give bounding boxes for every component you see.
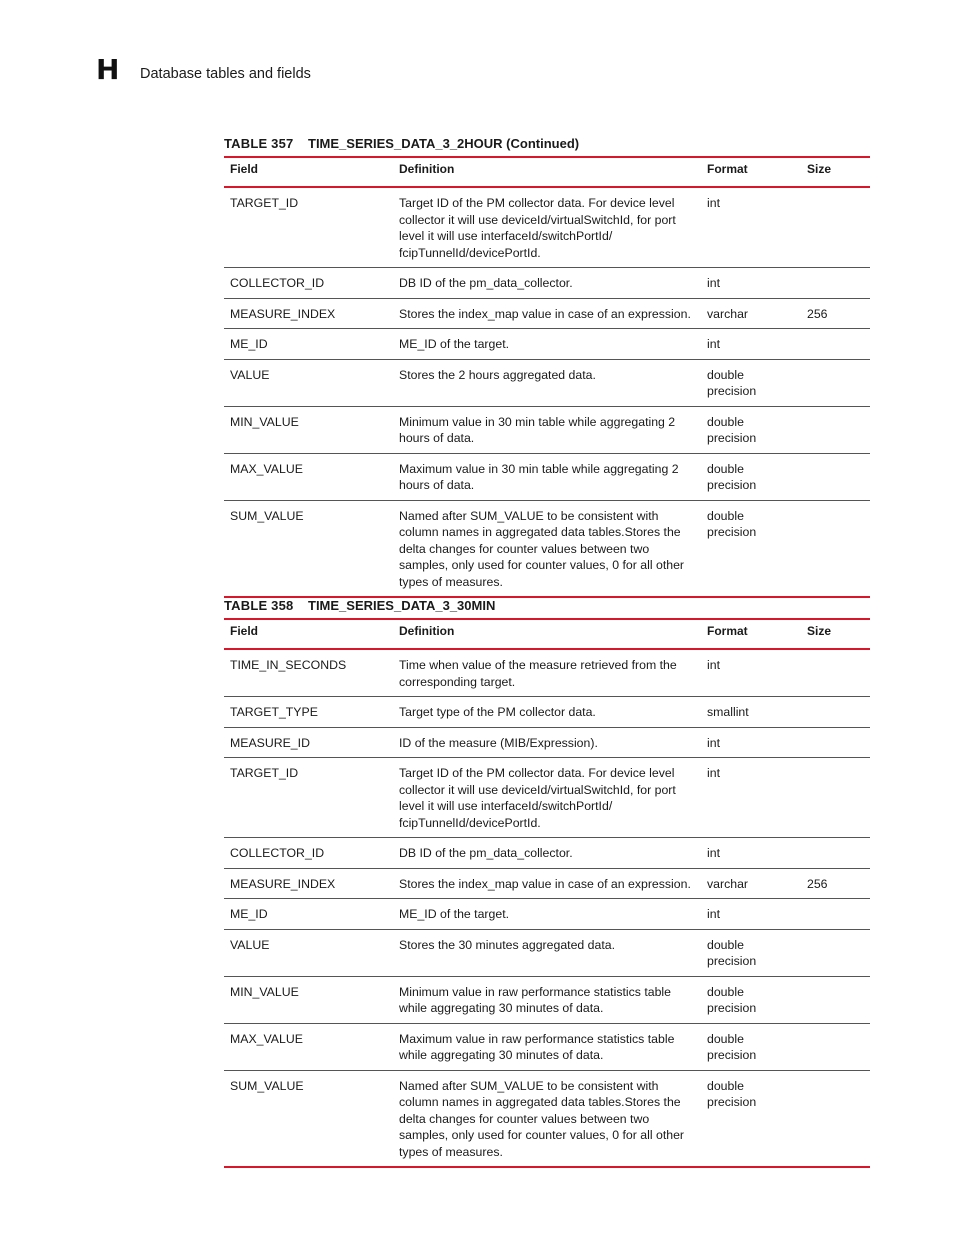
- field-cell: MIN_VALUE: [224, 406, 393, 453]
- field-cell: MAX_VALUE: [224, 453, 393, 500]
- table-row: [224, 1070, 870, 1167]
- table-row: [224, 929, 870, 976]
- field-cell: MIN_VALUE: [224, 976, 393, 1023]
- size-cell: [801, 406, 870, 453]
- table-body: [224, 187, 870, 597]
- format-cell: int: [701, 758, 801, 838]
- size-cell: [801, 697, 870, 728]
- size-cell: [801, 187, 870, 268]
- format-cell: double precision: [701, 406, 801, 453]
- definition-cell: Target ID of the PM collector data. For device level collector it will use deviceId/virtualSwitchId, for port level it will use interfaceId/switchPortId/ fcipTunnelId/devicePortId.: [393, 187, 701, 268]
- table-row: [224, 1023, 870, 1070]
- size-cell: [801, 899, 870, 930]
- field-cell: TIME_IN_SECONDS: [224, 649, 393, 697]
- format-cell: double precision: [701, 1023, 801, 1070]
- format-cell: varchar: [701, 868, 801, 899]
- definition-cell: Target type of the PM collector data.: [393, 697, 701, 728]
- format-cell: varchar: [701, 298, 801, 329]
- definition-cell: Stores the 2 hours aggregated data.: [393, 359, 701, 406]
- table-row: [224, 187, 870, 268]
- size-cell: [801, 976, 870, 1023]
- table-row: [224, 329, 870, 360]
- table-358-block: [224, 598, 870, 1168]
- size-cell: [801, 929, 870, 976]
- size-cell: [801, 838, 870, 869]
- field-cell: VALUE: [224, 929, 393, 976]
- format-cell: double precision: [701, 929, 801, 976]
- field-cell: MEASURE_ID: [224, 727, 393, 758]
- table-row: [224, 697, 870, 728]
- column-header-size: Size: [807, 162, 832, 176]
- table-row: [224, 406, 870, 453]
- format-cell: double precision: [701, 453, 801, 500]
- column-header-definition: Definition: [399, 624, 455, 638]
- field-cell: ME_ID: [224, 329, 393, 360]
- definition-cell: Stores the index_map value in case of an expression.: [393, 298, 701, 329]
- field-cell: COLLECTOR_ID: [224, 838, 393, 869]
- column-header-size: Size: [807, 624, 832, 638]
- format-cell: int: [701, 268, 801, 299]
- size-cell: [801, 329, 870, 360]
- column-header-format: Format: [707, 162, 748, 176]
- column-header-definition: Definition: [399, 162, 455, 176]
- field-cell: TARGET_ID: [224, 187, 393, 268]
- table-number: TABLE 357: [224, 136, 294, 151]
- definition-cell: DB ID of the pm_data_collector.: [393, 838, 701, 869]
- field-cell: TARGET_TYPE: [224, 697, 393, 728]
- chapter-letter: H: [96, 53, 120, 86]
- table-row: [224, 649, 870, 697]
- table-row: [224, 758, 870, 838]
- table-row: [224, 838, 870, 869]
- field-cell: ME_ID: [224, 899, 393, 930]
- definition-cell: ID of the measure (MIB/Expression).: [393, 727, 701, 758]
- table-row: [224, 727, 870, 758]
- size-cell: [801, 758, 870, 838]
- definition-cell: ME_ID of the target.: [393, 899, 701, 930]
- table-row: [224, 268, 870, 299]
- size-cell: [801, 453, 870, 500]
- table-row: [224, 500, 870, 597]
- format-cell: double precision: [701, 1070, 801, 1167]
- column-header-format: Format: [707, 624, 748, 638]
- size-cell: [801, 1070, 870, 1167]
- field-cell: SUM_VALUE: [224, 1070, 393, 1167]
- field-cell: COLLECTOR_ID: [224, 268, 393, 299]
- definition-cell: Minimum value in raw performance statistics table while aggregating 30 minutes of data.: [393, 976, 701, 1023]
- table-row: [224, 976, 870, 1023]
- definition-cell: Time when value of the measure retrieved from the corresponding target.: [393, 649, 701, 697]
- table-row: [224, 298, 870, 329]
- table-caption: [224, 136, 870, 152]
- field-cell: TARGET_ID: [224, 758, 393, 838]
- size-cell: [801, 727, 870, 758]
- format-cell: double precision: [701, 359, 801, 406]
- format-cell: int: [701, 899, 801, 930]
- format-cell: int: [701, 838, 801, 869]
- definition-cell: Named after SUM_VALUE to be consistent with column names in aggregated data tables.Stores the delta changes for counter values between two samples, only used for counter values, 0 for all other types of measures.: [393, 1070, 701, 1167]
- format-cell: int: [701, 727, 801, 758]
- table-number: TABLE 358: [224, 598, 294, 613]
- format-cell: double precision: [701, 976, 801, 1023]
- definition-cell: ME_ID of the target.: [393, 329, 701, 360]
- column-header-field: Field: [230, 162, 259, 176]
- table-row: [224, 453, 870, 500]
- size-cell: [801, 359, 870, 406]
- size-cell: 256: [801, 868, 870, 899]
- table-header-row: [224, 619, 870, 649]
- definition-cell: DB ID of the pm_data_collector.: [393, 268, 701, 299]
- running-header-title: Database tables and fields: [140, 66, 311, 82]
- field-cell: VALUE: [224, 359, 393, 406]
- format-cell: int: [701, 187, 801, 268]
- table-title: TIME_SERIES_DATA_3_2HOUR (Continued): [308, 136, 580, 151]
- definition-cell: Stores the 30 minutes aggregated data.: [393, 929, 701, 976]
- size-cell: [801, 649, 870, 697]
- table-row: [224, 359, 870, 406]
- table-row: [224, 899, 870, 930]
- table-357: [224, 156, 870, 598]
- table-358: [224, 618, 870, 1168]
- format-cell: int: [701, 329, 801, 360]
- definition-cell: Maximum value in 30 min table while aggregating 2 hours of data.: [393, 453, 701, 500]
- field-cell: MEASURE_INDEX: [224, 868, 393, 899]
- format-cell: int: [701, 649, 801, 697]
- table-body: [224, 649, 870, 1167]
- table-row: [224, 868, 870, 899]
- format-cell: smallint: [701, 697, 801, 728]
- definition-cell: Minimum value in 30 min table while aggregating 2 hours of data.: [393, 406, 701, 453]
- definition-cell: Maximum value in raw performance statistics table while aggregating 30 minutes of data.: [393, 1023, 701, 1070]
- field-cell: MEASURE_INDEX: [224, 298, 393, 329]
- field-cell: SUM_VALUE: [224, 500, 393, 597]
- table-title: TIME_SERIES_DATA_3_30MIN: [308, 598, 496, 613]
- size-cell: [801, 268, 870, 299]
- size-cell: [801, 1023, 870, 1070]
- format-cell: double precision: [701, 500, 801, 597]
- size-cell: [801, 500, 870, 597]
- table-357-block: [224, 136, 870, 598]
- definition-cell: Target ID of the PM collector data. For device level collector it will use deviceId/virtualSwitchId, for port level it will use interfaceId/switchPortId/ fcipTunnelId/devicePortId.: [393, 758, 701, 838]
- table-header-row: [224, 157, 870, 187]
- field-cell: MAX_VALUE: [224, 1023, 393, 1070]
- definition-cell: Named after SUM_VALUE to be consistent with column names in aggregated data tables.Stores the delta changes for counter values between two samples, only used for counter values, 0 for all other types of measures.: [393, 500, 701, 597]
- size-cell: 256: [801, 298, 870, 329]
- column-header-field: Field: [230, 624, 259, 638]
- definition-cell: Stores the index_map value in case of an expression.: [393, 868, 701, 899]
- table-caption: [224, 598, 870, 614]
